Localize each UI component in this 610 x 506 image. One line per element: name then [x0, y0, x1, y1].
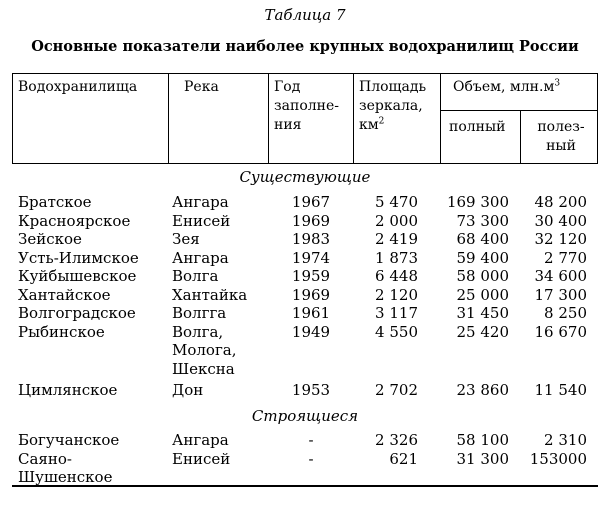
- volume-full-value: 169 300: [446, 193, 509, 211]
- river-name: Енисей: [172, 449, 231, 468]
- river-name: Дон: [172, 381, 204, 399]
- volume-useful-value: 8 250: [544, 304, 587, 322]
- section-title: Строящиеся: [251, 407, 359, 425]
- volume-full-value: 58 000: [456, 267, 509, 285]
- section-title: Существующие: [239, 168, 371, 186]
- year-value: -: [308, 431, 314, 449]
- area-value: 1 873: [375, 248, 418, 267]
- river-name: Молога,: [172, 341, 237, 359]
- area-value: 621: [389, 449, 418, 468]
- reservoir-name: Волгоградское: [18, 304, 136, 322]
- year-value: 1967: [291, 193, 331, 211]
- volume-subrule: [440, 110, 598, 111]
- reservoir-name: Братское: [18, 193, 92, 211]
- reservoir-name: Красноярское: [18, 211, 131, 230]
- header-volume: Объем, $млн.м^3$: [453, 78, 561, 95]
- river-name: Зея: [172, 230, 200, 248]
- volume-full-value: 25 420: [456, 322, 509, 341]
- volume-useful-value: 17 300: [534, 285, 587, 304]
- header-bottom-rule: [12, 163, 598, 164]
- table-bottom-rule: [12, 485, 598, 487]
- reservoir-name: Цимлянское: [18, 381, 118, 399]
- reservoir-name: Богучанское: [18, 431, 120, 449]
- reservoir-name: Зейское: [18, 230, 82, 248]
- river-name: Енисей: [172, 211, 231, 230]
- year-value: 1983: [291, 230, 331, 248]
- area-value: 6 448: [375, 267, 418, 285]
- header-year: Год заполне- ния: [274, 79, 339, 133]
- year-value: 1969: [291, 285, 331, 304]
- table-title: Основные показатели наиболее крупных водохранилищ России: [31, 38, 579, 55]
- header-volume-useful: полез- ный: [537, 119, 585, 154]
- river-name: Ангара: [172, 248, 229, 267]
- volume-useful-value: 34 600: [534, 267, 587, 285]
- year-value: 1953: [291, 381, 331, 399]
- header-reservoir: Водохранилища: [18, 79, 138, 95]
- header-top-rule: [12, 73, 598, 74]
- year-value: 1959: [291, 267, 331, 285]
- volume-full-value: 73 300: [456, 211, 509, 230]
- volume-useful-value: 16 670: [534, 322, 587, 341]
- river-name: Шексна: [172, 359, 235, 378]
- table-caption: Таблица 7: [264, 6, 346, 24]
- area-value: 2 000: [375, 211, 418, 230]
- volume-useful-value: 153000: [529, 449, 587, 468]
- river-name: Ангара: [172, 431, 229, 449]
- year-value: 1961: [291, 304, 331, 322]
- year-value: 1974: [291, 248, 331, 267]
- volume-full-value: 23 860: [456, 381, 509, 399]
- header-divider-3: [353, 73, 354, 164]
- year-value: -: [308, 449, 314, 468]
- area-value: 3 117: [375, 304, 418, 322]
- area-value: 2 702: [375, 381, 418, 399]
- river-name: Волга,: [172, 322, 224, 341]
- reservoir-name: Усть-Илимское: [18, 248, 139, 267]
- header-right-border: [597, 73, 598, 164]
- volume-full-value: 59 400: [456, 248, 509, 267]
- volume-useful-value: 11 540: [534, 381, 587, 399]
- volume-full-value: 31 300: [456, 449, 509, 468]
- header-left-border: [12, 73, 13, 164]
- area-value: 2 419: [375, 230, 418, 248]
- volume-full-value: 68 400: [456, 230, 509, 248]
- river-name: Волгга: [172, 304, 227, 322]
- river-name: Ангара: [172, 193, 229, 211]
- header-divider-2: [268, 73, 269, 164]
- reservoir-name: Рыбинское: [18, 322, 105, 341]
- header-river: Река: [184, 79, 219, 95]
- volume-useful-value: 2 770: [544, 248, 587, 267]
- volume-full-value: 58 100: [456, 431, 509, 449]
- river-name: Волга: [172, 267, 219, 285]
- volume-useful-value: 2 310: [544, 431, 587, 449]
- reservoir-name: Куйбышевское: [18, 267, 137, 285]
- year-value: 1949: [291, 322, 331, 341]
- header-area: Площадь зеркала, $км^2$: [359, 79, 427, 133]
- reservoir-name: Шушенское: [18, 468, 113, 486]
- reservoir-name: Хантайское: [18, 285, 111, 304]
- area-value: 2 120: [375, 285, 418, 304]
- reservoir-name: Саяно-: [18, 449, 72, 468]
- area-value: 2 326: [375, 431, 418, 449]
- header-divider-4: [440, 73, 441, 164]
- header-divider-1: [168, 73, 169, 164]
- volume-full-value: 31 450: [456, 304, 509, 322]
- volume-full-value: 25 000: [456, 285, 509, 304]
- volume-useful-value: 30 400: [534, 211, 587, 230]
- volume-useful-value: 48 200: [534, 193, 587, 211]
- volume-useful-value: 32 120: [534, 230, 587, 248]
- year-value: 1969: [291, 211, 331, 230]
- river-name: Хантайка: [172, 285, 248, 304]
- header-divider-5: [520, 110, 521, 164]
- area-value: 4 550: [375, 322, 418, 341]
- header-volume-full: полный: [449, 119, 506, 135]
- area-value: 5 470: [375, 193, 418, 211]
